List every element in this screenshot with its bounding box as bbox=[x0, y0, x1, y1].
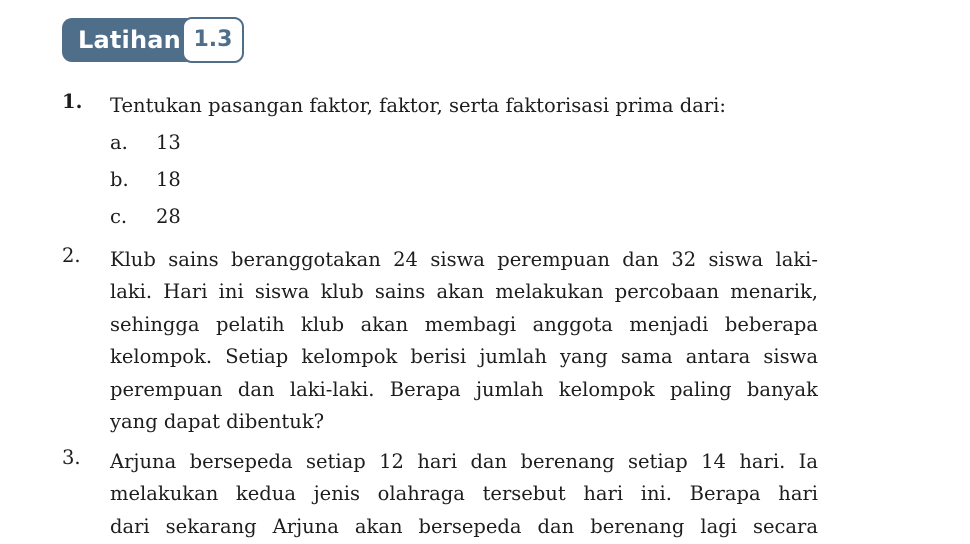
question-line: Klub sains beranggotakan 24 siswa perempuan dan 32 siswa laki- bbox=[110, 248, 818, 271]
question-line: dari sekarang Arjuna akan bersepeda dan berenang lagi secara bbox=[110, 514, 818, 538]
question-line: melakukan kedua jenis olahraga tersebut hari ini. Berapa hari bbox=[110, 482, 818, 506]
question-text: Tentukan pasangan faktor, faktor, serta faktorisasi prima dari: bbox=[110, 94, 726, 117]
question-number: 2. bbox=[62, 244, 81, 267]
question-line: perempuan dan laki-laki. Berapa jumlah kelompok paling banyak bbox=[110, 377, 818, 401]
subitem-letter: b. bbox=[110, 168, 129, 191]
question-text bbox=[110, 446, 818, 543]
subitem-value: 13 bbox=[156, 131, 181, 154]
exercise-number: 1.3 bbox=[182, 17, 244, 63]
subitem-value: 18 bbox=[156, 168, 181, 191]
exercise-header-badge bbox=[62, 17, 233, 63]
question-number: 1. bbox=[62, 90, 83, 113]
question-number: 3. bbox=[62, 446, 81, 469]
question-line: yang dapat dibentuk? bbox=[110, 409, 325, 433]
exercise-title: Latihan bbox=[62, 18, 221, 62]
question-line: sehingga pelatih klub akan membagi anggota menjadi beberapa bbox=[110, 312, 818, 336]
subitem-letter: a. bbox=[110, 131, 128, 154]
question-line: kelompok. Setiap kelompok berisi jumlah yang sama antara siswa bbox=[110, 345, 818, 369]
question-line: Arjuna bersepeda setiap 12 hari dan berenang setiap 14 hari. Ia bbox=[110, 450, 818, 473]
subitem-value: 28 bbox=[156, 205, 181, 228]
question-text bbox=[110, 244, 818, 438]
subitem-letter: c. bbox=[110, 205, 128, 228]
question-line: laki. Hari ini siswa klub sains akan melakukan percobaan menarik, bbox=[110, 280, 818, 304]
